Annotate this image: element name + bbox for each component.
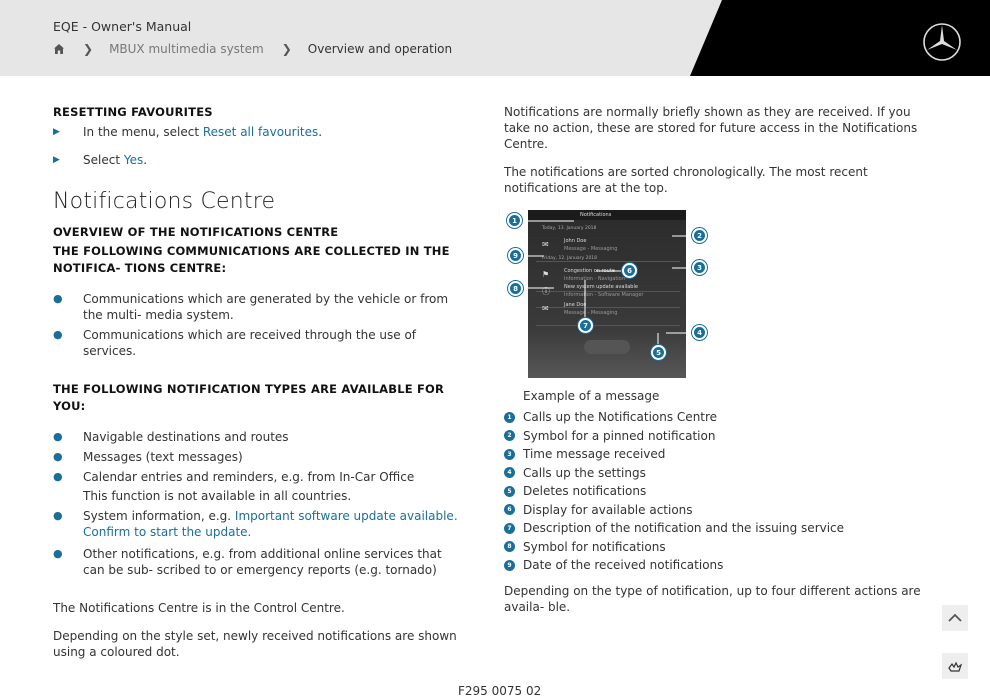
info-icon: ⓘ <box>542 287 550 296</box>
step-1-prefix: In the menu, select <box>83 125 203 139</box>
collected-list <box>53 291 463 359</box>
manual-title: EQE - Owner's Manual <box>53 19 192 34</box>
style-set-text: Depending on the style set, newly received notifications are shown using a coloured dot. <box>53 629 457 659</box>
bullet-icon: ● <box>53 509 63 522</box>
legend-item: 7 Description of the notification and the issuing service <box>504 519 924 538</box>
legend-item: 2 Symbol for a pinned notification <box>504 427 924 446</box>
callout-4: 4 <box>692 325 707 340</box>
screen-row: ✉ Jane Doe Message - Messaging <box>536 298 680 326</box>
step-2-prefix: Select <box>83 153 124 167</box>
breadcrumb-link-mbux[interactable]: MBUX multimedia system <box>109 42 264 56</box>
list-item: ● Other notifications, e.g. from additional online services that can be sub- scribed to or emergency reports (e.g. tornado) <box>53 547 442 577</box>
right-column <box>504 104 924 615</box>
notification-screen-figure <box>504 208 714 380</box>
bullet-icon: ● <box>53 470 63 483</box>
list-item: ● Messages (text messages) <box>53 450 243 464</box>
step-arrow-icon: ▶ <box>53 127 60 137</box>
message-icon: ✉ <box>542 240 549 249</box>
screen-row: ✉ John Doe Message - Messaging <box>536 234 680 262</box>
scroll-to-top-button[interactable] <box>942 605 968 631</box>
figure-legend <box>504 388 924 575</box>
types-list <box>53 429 463 578</box>
gesture-help-button[interactable] <box>942 653 968 679</box>
message-icon: ✉ <box>542 304 549 313</box>
types-heading: THE FOLLOWING NOTIFICATION TYPES ARE AVAILABLE FOR YOU: <box>53 382 445 413</box>
figure-caption: Example of a message <box>523 389 660 403</box>
page-header <box>0 0 990 76</box>
legend-item: 1 Calls up the Notifications Centre <box>504 408 924 427</box>
screen-row: ⓘ New system update available Information - Software Manager <box>536 280 680 308</box>
bullet-icon: ● <box>53 547 63 560</box>
chevron-up-icon <box>948 613 962 623</box>
legend-item: 8 Symbol for notifications <box>504 538 924 557</box>
sorting-paragraph: The notifications are sorted chronologically. The most recent notifications are at the top. <box>504 165 868 195</box>
callout-9: 9 <box>508 248 523 263</box>
callout-3: 3 <box>692 260 707 275</box>
callout-7: 7 <box>578 318 593 333</box>
control-centre-text: The Notifications Centre is in the Control Centre. <box>53 601 345 615</box>
legend-item: 4 Calls up the settings <box>504 464 924 483</box>
software-update-link[interactable]: Important software update available. Confirm to start the update. <box>83 509 458 539</box>
mercedes-star-logo-icon <box>922 22 962 62</box>
list-item: ● System information, e.g. Important software update available. Confirm to start the update. <box>53 509 458 539</box>
yes-link[interactable]: Yes <box>123 153 144 167</box>
list-item: ● Navigable destinations and routes <box>53 430 289 444</box>
route-icon: ⚑ <box>542 270 550 279</box>
actions-paragraph: Depending on the type of notification, up to four different actions are availa- ble. <box>504 583 921 614</box>
legend-item: 9 Date of the received notifications <box>504 556 924 575</box>
breadcrumb <box>53 42 452 56</box>
step-1 <box>53 124 463 149</box>
resetting-heading: RESETTING FAVOURITES <box>53 105 213 119</box>
breadcrumb-current[interactable]: Overview and operation <box>307 42 453 56</box>
screen-row: ⚑ Congestion on route Information - Navigation <box>536 264 680 292</box>
callout-1: 1 <box>507 213 522 228</box>
hand-gesture-icon <box>947 659 963 673</box>
overview-heading: OVERVIEW OF THE NOTIFICATIONS CENTRE <box>53 225 339 239</box>
screen-date-1: Today, 13. January 2018 <box>542 226 597 231</box>
section-title: Notifications Centre <box>53 189 276 214</box>
home-icon[interactable] <box>53 43 65 55</box>
callout-8: 8 <box>508 281 523 296</box>
step-1-suffix: . <box>318 125 323 139</box>
bullet-icon: ● <box>53 450 63 463</box>
screen-date-2: Friday, 12. January 2018 <box>542 256 598 261</box>
list-item: ● Calendar entries and reminders, e.g. from In-Car Office This function is not available in all countries. <box>53 470 415 503</box>
callout-2: 2 <box>692 228 707 243</box>
reset-all-favourites-link[interactable]: Reset all favourites <box>202 125 319 139</box>
chevron-right-icon: ❯ <box>281 42 292 56</box>
callout-6: 6 <box>622 263 637 278</box>
callout-lines <box>504 208 714 380</box>
figure-code: F295 0075 02 <box>458 684 542 698</box>
list-item: ● Communications which are received through the use of services. <box>53 328 417 358</box>
bullet-icon: ● <box>53 292 63 305</box>
left-column <box>53 104 463 660</box>
list-item: ● Communications which are generated by the vehicle or from the multi- media system. <box>53 292 449 322</box>
callout-5: 5 <box>651 345 666 360</box>
step-arrow-icon: ▶ <box>53 155 60 165</box>
step-2-suffix: . <box>143 153 148 167</box>
bullet-icon: ● <box>53 430 63 443</box>
step-2 <box>53 152 463 177</box>
screen-header-label: Notifications <box>580 212 612 218</box>
intro-paragraph: Notifications are normally briefly shown as they are received. If you take no action, these are stored for future access in the Notifications Centre. <box>504 105 918 151</box>
legend-item: 3 Time message received <box>504 445 924 464</box>
bullet-icon: ● <box>53 328 63 341</box>
legend-item: 5 Deletes notifications <box>504 482 924 501</box>
collected-heading: THE FOLLOWING COMMUNICATIONS ARE COLLECTED IN THE NOTIFICA- TIONS CENTRE: <box>53 244 450 275</box>
legend-item: 6 Display for available actions <box>504 501 924 520</box>
chevron-right-icon: ❯ <box>83 42 94 56</box>
